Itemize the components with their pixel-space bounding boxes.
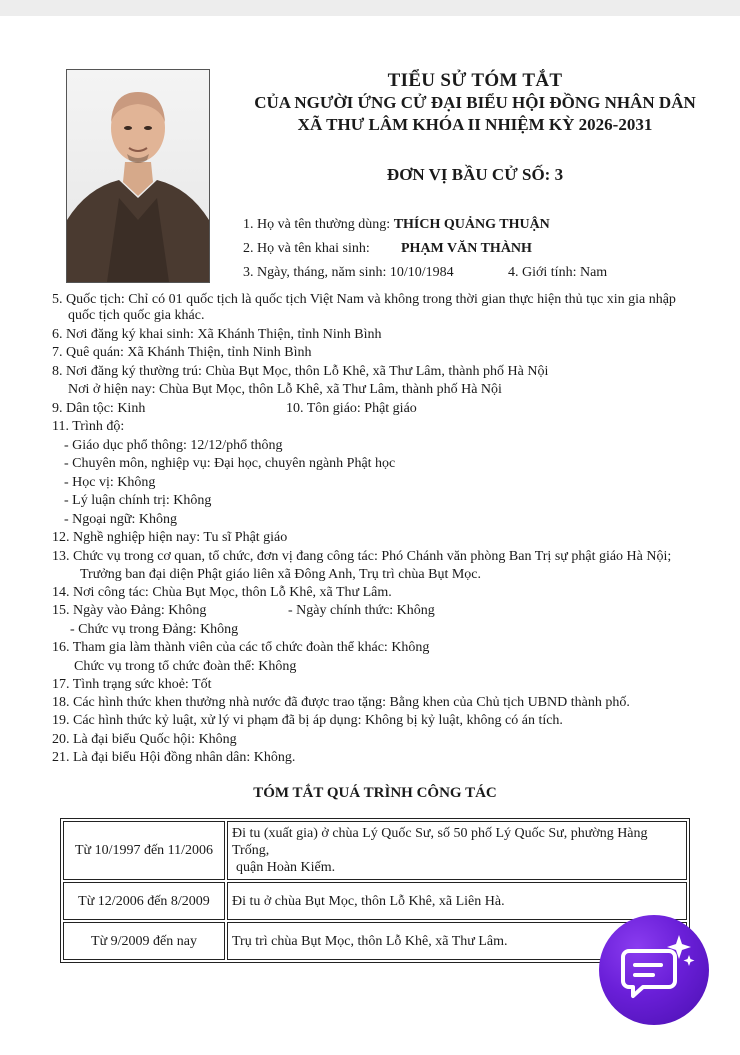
field-birth-name	[243, 240, 370, 258]
document-subtitle-2: XÃ THƯ LÂM KHÓA II NHIỆM KỲ 2026-2031	[297, 115, 653, 134]
table-row	[63, 922, 687, 960]
field-national-assembly: 20. Là đại biểu Quốc hội: Không	[52, 732, 237, 747]
description-cell: Đi tu ở chùa Bụt Mọc, thôn Lỗ Khê, xã Liên Hà.	[227, 882, 687, 920]
period-cell: Từ 9/2009 đến nay	[63, 922, 225, 960]
field-birth-registration: 6. Nơi đăng ký khai sinh: Xã Khánh Thiện, tỉnh Ninh Bình	[52, 327, 382, 342]
period-cell: Từ 10/1997 đến 11/2006	[63, 821, 225, 880]
field-party-official-date: - Ngày chính thức: Không	[288, 603, 435, 618]
table-row	[63, 821, 687, 880]
election-unit: ĐƠN VỊ BẦU CỬ SỐ: 3	[386, 165, 564, 184]
field-nationality-cont: quốc tịch quốc gia khác.	[68, 308, 205, 323]
field-birth-date: 3. Ngày, tháng, năm sinh: 10/10/1984	[243, 265, 454, 280]
period-cell: Từ 12/2006 đến 8/2009	[63, 882, 225, 920]
field-general-education: - Giáo dục phổ thông: 12/12/phổ thông	[64, 438, 283, 453]
field-label: 1. Họ và tên thường dùng:	[243, 217, 394, 232]
field-discipline: 19. Các hình thức kỷ luật, xử lý vi phạm đã bị áp dụng: Không bị kỷ luật, không có án tích.	[52, 713, 563, 728]
field-party-position: - Chức vụ trong Đảng: Không	[70, 622, 239, 637]
candidate-portrait	[66, 69, 210, 283]
field-nationality: 5. Quốc tịch: Chỉ có 01 quốc tịch là quốc tịch Việt Nam và không trong thời gian thực hiện thủ tục xin gia nhập	[52, 292, 676, 307]
field-value: THÍCH QUẢNG THUẬN	[393, 217, 550, 232]
document-title: TIỂU SỬ TÓM TẮT	[387, 70, 563, 91]
field-organizations: 16. Tham gia làm thành viên của các tổ chức đoàn thể khác: Không	[52, 640, 430, 655]
description-cell	[227, 821, 687, 880]
field-permanent-residence: 8. Nơi đăng ký thường trú: Chùa Bụt Mọc, thôn Lỗ Khê, xã Thư Lâm, thành phố Hà Nội	[52, 364, 549, 379]
work-history-table	[60, 818, 690, 963]
description-text: Đi tu (xuất gia) ở chùa Lý Quốc Sư, số 50 phố Lý Quốc Sư, phường Hàng Trống,	[232, 826, 648, 858]
field-organization-position: Chức vụ trong tổ chức đoàn thể: Không	[74, 659, 297, 674]
field-awards: 18. Các hình thức khen thưởng nhà nước đã được trao tặng: Bằng khen của Chủ tịch UBND thành phố.	[52, 695, 630, 710]
field-label: 2. Họ và tên khai sinh:	[243, 241, 370, 256]
field-education-heading: 11. Trình độ:	[52, 419, 125, 434]
field-hometown: 7. Quê quán: Xã Khánh Thiện, tỉnh Ninh Bình	[52, 345, 312, 360]
document-subtitle-1: CỦA NGƯỜI ỨNG CỬ ĐẠI BIỂU HỘI ĐỒNG NHÂN DÂN	[254, 93, 696, 112]
field-foreign-language: - Ngoại ngữ: Không	[64, 512, 177, 527]
field-ethnicity: 9. Dân tộc: Kinh	[52, 401, 146, 416]
description-text: quận Hoàn Kiếm.	[236, 860, 336, 875]
field-gender: 4. Giới tính: Nam	[508, 265, 608, 280]
field-party-join-date: 15. Ngày vào Đảng: Không	[52, 603, 207, 618]
work-history-title: TÓM TẮT QUÁ TRÌNH CÔNG TÁC	[253, 785, 497, 801]
field-people-council: 21. Là đại biểu Hội đồng nhân dân: Không.	[52, 750, 296, 765]
chat-sparkle-icon	[599, 915, 709, 1025]
description-cell: Trụ trì chùa Bụt Mọc, thôn Lỗ Khê, xã Thư Lâm.	[227, 922, 687, 960]
field-workplace: 14. Nơi công tác: Chùa Bụt Mọc, thôn Lỗ Khê, xã Thư Lâm.	[52, 585, 392, 600]
field-health: 17. Tình trạng sức khoẻ: Tốt	[52, 677, 212, 692]
field-religion: 10. Tôn giáo: Phật giáo	[286, 401, 417, 416]
field-position-cont: Trưởng ban đại diện Phật giáo liên xã Đông Anh, Trụ trì chùa Bụt Mọc.	[80, 567, 482, 582]
field-political-theory: - Lý luận chính trị: Không	[64, 493, 212, 508]
field-degree: - Học vị: Không	[64, 475, 156, 490]
top-status-bar	[0, 0, 740, 16]
table-row	[63, 882, 687, 920]
field-occupation: 12. Nghề nghiệp hiện nay: Tu sĩ Phật giáo	[52, 530, 288, 545]
field-common-name	[243, 216, 550, 234]
field-position: 13. Chức vụ trong cơ quan, tổ chức, đơn vị đang công tác: Phó Chánh văn phòng Ban Trị sự phật giáo Hà Nội;	[52, 549, 672, 564]
field-profession: - Chuyên môn, nghiệp vụ: Đại học, chuyên ngành Phật học	[64, 456, 396, 471]
ai-chat-button[interactable]	[599, 915, 709, 1025]
field-birth-name-value: PHẠM VĂN THÀNH	[401, 241, 532, 256]
field-current-residence: Nơi ở hiện nay: Chùa Bụt Mọc, thôn Lỗ Khê, xã Thư Lâm, thành phố Hà Nội	[68, 382, 502, 397]
document-header	[230, 70, 720, 186]
